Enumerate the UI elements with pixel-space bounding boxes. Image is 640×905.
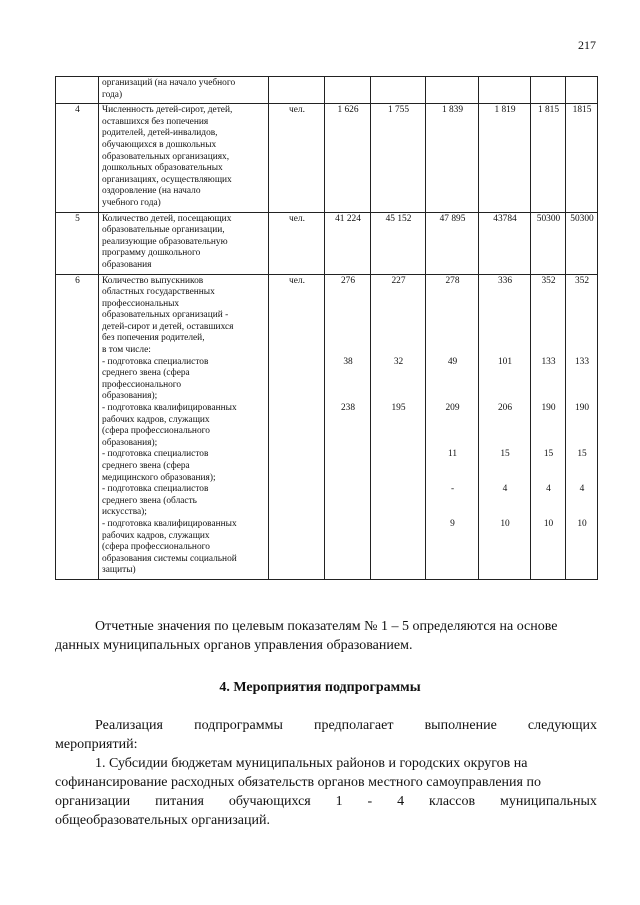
value-text: 10 xyxy=(500,518,510,529)
value-text: 133 xyxy=(574,356,590,367)
word: подпрограммы xyxy=(194,718,283,733)
indicator-name-line: защиты) xyxy=(102,565,136,576)
value-cell xyxy=(531,77,566,104)
indicator-name-line: программу дошкольного xyxy=(102,248,201,259)
value-group xyxy=(328,484,368,519)
value-group xyxy=(328,276,368,357)
value-cell: 1 815 xyxy=(531,104,566,212)
value-cell: 50300 xyxy=(531,212,566,274)
value-cell xyxy=(479,77,531,104)
indicator-name xyxy=(99,212,269,274)
value-group xyxy=(534,403,563,449)
indicator-name-line: дошкольных образовательных xyxy=(102,163,223,174)
indicator-name-line: родителей, детей-инвалидов, xyxy=(102,128,218,139)
indicator-name-line: - подготовка специалистов xyxy=(102,356,209,367)
value-group xyxy=(569,276,595,357)
value-group xyxy=(534,357,563,403)
value-group xyxy=(482,357,528,403)
value-group xyxy=(482,484,528,519)
value-text: 32 xyxy=(393,356,404,367)
value-group xyxy=(328,357,368,403)
measures-intro-line2: мероприятий: xyxy=(55,737,138,752)
note-line: данных муниципальных органов управления образованием. xyxy=(55,638,413,653)
value-text: 10 xyxy=(577,518,587,529)
section-heading: 4. Мероприятия подпрограммы xyxy=(219,680,421,695)
value-text: 352 xyxy=(541,275,556,286)
indicator-name-line: реализующие образовательную xyxy=(102,236,228,247)
value-group xyxy=(482,276,528,357)
indicator-name-line: среднего звена (область xyxy=(102,495,197,506)
value-cell: 1 839 xyxy=(426,104,479,212)
table-row xyxy=(56,77,598,104)
indicator-name-line: рабочих кадров, служащих xyxy=(102,530,210,541)
word: - xyxy=(367,794,373,809)
table-row xyxy=(56,274,598,579)
unit-cell: чел. xyxy=(269,274,325,579)
value-group xyxy=(429,357,476,403)
targets-note-paragraph xyxy=(55,617,597,655)
word: выполнение xyxy=(424,718,497,733)
word: предполагает xyxy=(314,718,394,733)
indicator-name-line: (сфера профессионального xyxy=(102,542,210,553)
indicator-name-line: - подготовка специалистов xyxy=(102,449,209,460)
value-cell xyxy=(566,274,598,579)
value-group xyxy=(429,276,476,357)
value-group xyxy=(569,357,595,403)
indicator-name-line: Количество выпускников xyxy=(102,275,204,286)
value-text xyxy=(328,519,368,531)
word: 4 xyxy=(397,794,405,809)
value-cell xyxy=(426,77,479,104)
indicator-name xyxy=(99,104,269,212)
value-cell xyxy=(371,274,426,579)
value-cell xyxy=(426,274,479,579)
indicator-name-line: года) xyxy=(102,89,123,100)
value-cell xyxy=(325,274,371,579)
value-text: 133 xyxy=(541,356,556,367)
indicator-name-line: профессионального xyxy=(102,379,182,390)
value-group xyxy=(534,484,563,519)
value-cell xyxy=(531,274,566,579)
value-text xyxy=(328,484,368,496)
value-text: 15 xyxy=(577,449,587,460)
value-text xyxy=(328,449,368,461)
value-group xyxy=(534,276,563,357)
indicator-name-line: медицинского образования); xyxy=(102,472,216,483)
value-text: 9 xyxy=(450,518,455,529)
value-group xyxy=(534,449,563,484)
value-cell: 50300 xyxy=(566,212,598,274)
indicator-name-line: среднего звена (сфера xyxy=(102,461,190,471)
word: классов xyxy=(429,794,476,809)
value-cell xyxy=(325,77,371,104)
value-group xyxy=(482,519,528,577)
value-group xyxy=(569,519,595,577)
value-group xyxy=(429,484,476,519)
value-group xyxy=(328,519,368,577)
value-group xyxy=(374,276,423,357)
value-text: 276 xyxy=(340,275,356,286)
value-cell xyxy=(479,274,531,579)
value-text: 15 xyxy=(500,449,510,460)
measures-intro-line xyxy=(55,716,597,735)
value-group xyxy=(534,519,563,577)
measure-1-line: софинансирование расходных обязательств органов местного самоуправления по xyxy=(55,775,541,790)
value-text: 4 xyxy=(546,484,551,495)
word: организации xyxy=(55,794,131,809)
value-group xyxy=(328,403,368,449)
row-number xyxy=(56,77,99,104)
value-text xyxy=(374,484,423,496)
value-text: 278 xyxy=(445,275,460,286)
value-group xyxy=(482,449,528,484)
value-text: 206 xyxy=(497,403,513,414)
value-group xyxy=(482,403,528,449)
row-number: 5 xyxy=(56,212,99,274)
value-text: 4 xyxy=(502,484,508,495)
value-cell: 43784 xyxy=(479,212,531,274)
value-text: 352 xyxy=(574,275,590,286)
value-text xyxy=(374,519,423,531)
value-text: 227 xyxy=(391,275,406,286)
indicator-name-line: образования); xyxy=(102,437,158,448)
row-number: 6 xyxy=(56,274,99,579)
value-cell: 1 755 xyxy=(371,104,426,212)
indicator-name-line: образования xyxy=(102,259,152,270)
unit-cell xyxy=(269,77,325,104)
indicator-name-line: областных государственных xyxy=(102,287,215,298)
measure-1-line: общеобразовательных организаций. xyxy=(55,813,270,828)
value-cell: 47 895 xyxy=(426,212,479,274)
value-text: 11 xyxy=(447,449,458,460)
value-cell xyxy=(566,77,598,104)
indicator-name-line: образовательные организации, xyxy=(102,225,225,236)
value-text: 38 xyxy=(343,356,353,367)
value-group xyxy=(569,403,595,449)
value-text: - xyxy=(450,484,455,495)
value-group xyxy=(429,519,476,577)
value-text: 209 xyxy=(445,403,460,414)
indicator-name-line: - подготовка специалистов xyxy=(102,484,209,495)
value-cell: 1815 xyxy=(566,104,598,212)
value-text: 190 xyxy=(541,403,556,414)
value-group xyxy=(569,449,595,484)
value-group xyxy=(374,484,423,519)
value-group xyxy=(374,519,423,577)
value-text: 190 xyxy=(574,403,590,414)
table-row xyxy=(56,212,598,274)
value-cell xyxy=(371,77,426,104)
value-text: 15 xyxy=(543,449,554,460)
indicator-name-line: организациях, осуществляющих xyxy=(102,174,232,185)
value-cell: 41 224 xyxy=(325,212,371,274)
indicator-name-line: среднего звена (сфера xyxy=(102,368,190,379)
indicator-name-line: организаций (на начало учебного xyxy=(102,78,236,88)
value-group xyxy=(429,449,476,484)
value-group xyxy=(374,403,423,449)
value-cell: 1 819 xyxy=(479,104,531,212)
indicator-name-line: образования системы социальной xyxy=(102,553,237,564)
indicator-name-line: Количество детей, посещающих xyxy=(102,213,232,224)
row-number: 4 xyxy=(56,104,99,212)
value-group xyxy=(569,484,595,519)
indicator-name-line: обучающихся в дошкольных xyxy=(102,139,217,150)
indicator-name-line: - подготовка квалифицированных xyxy=(102,518,237,529)
word: питания xyxy=(155,794,204,809)
indicator-name-line: образования); xyxy=(102,391,158,402)
indicator-name-line: в том числе: xyxy=(102,345,151,356)
measure-1-line: 1. Субсидии бюджетам муниципальных районов и городских округов на xyxy=(95,756,528,771)
word: обучающихся xyxy=(228,794,311,809)
measures-paragraph xyxy=(55,716,597,830)
indicator-name-line: (сфера профессионального xyxy=(102,426,210,437)
indicator-name-line: искусства); xyxy=(102,507,147,518)
indicator-name-line: Численность детей-сирот, детей, xyxy=(102,105,233,116)
word: Реализация xyxy=(95,718,163,733)
note-line: Отчетные значения по целевым показателям № 1 – 5 определяются на основе xyxy=(95,619,558,634)
word: муниципальных xyxy=(499,794,597,809)
indicator-name-line: без попечения родителей, xyxy=(102,333,205,344)
word: следующих xyxy=(527,718,597,733)
indicator-name-line: рабочих кадров, служащих xyxy=(102,414,210,425)
value-text: 238 xyxy=(340,403,356,414)
indicator-name xyxy=(99,274,269,579)
value-group xyxy=(328,449,368,484)
indicator-name-line: учебного года) xyxy=(102,197,161,208)
value-text: 4 xyxy=(579,484,585,495)
indicator-name-line: профессиональных xyxy=(102,298,180,309)
table-row xyxy=(56,104,598,212)
indicator-name-line: образовательных организациях, xyxy=(102,151,230,162)
word: 1 xyxy=(335,794,343,809)
indicator-name xyxy=(99,77,269,104)
value-group xyxy=(374,449,423,484)
value-text: 10 xyxy=(543,518,554,529)
indicator-name-line: оздоровление (на начало xyxy=(102,186,201,197)
value-cell: 45 152 xyxy=(371,212,426,274)
value-cell: 1 626 xyxy=(325,104,371,212)
indicators-table xyxy=(55,76,598,580)
page-number: 217 xyxy=(578,38,596,52)
value-group xyxy=(429,403,476,449)
value-text: 195 xyxy=(391,403,406,414)
unit-cell: чел. xyxy=(269,104,325,212)
measure-1-line xyxy=(55,792,597,811)
value-text: 336 xyxy=(497,275,513,286)
indicator-name-line: - подготовка квалифицированных xyxy=(102,403,237,414)
indicator-name-line: оставшихся без попечения xyxy=(102,116,209,127)
indicator-name-line: образовательных организаций - xyxy=(102,310,229,321)
value-text xyxy=(374,449,423,461)
value-text: 49 xyxy=(447,356,458,367)
value-text: 101 xyxy=(497,356,513,367)
value-group xyxy=(374,357,423,403)
unit-cell: чел. xyxy=(269,212,325,274)
indicator-name-line: детей-сирот и детей, оставшихся xyxy=(102,321,234,332)
